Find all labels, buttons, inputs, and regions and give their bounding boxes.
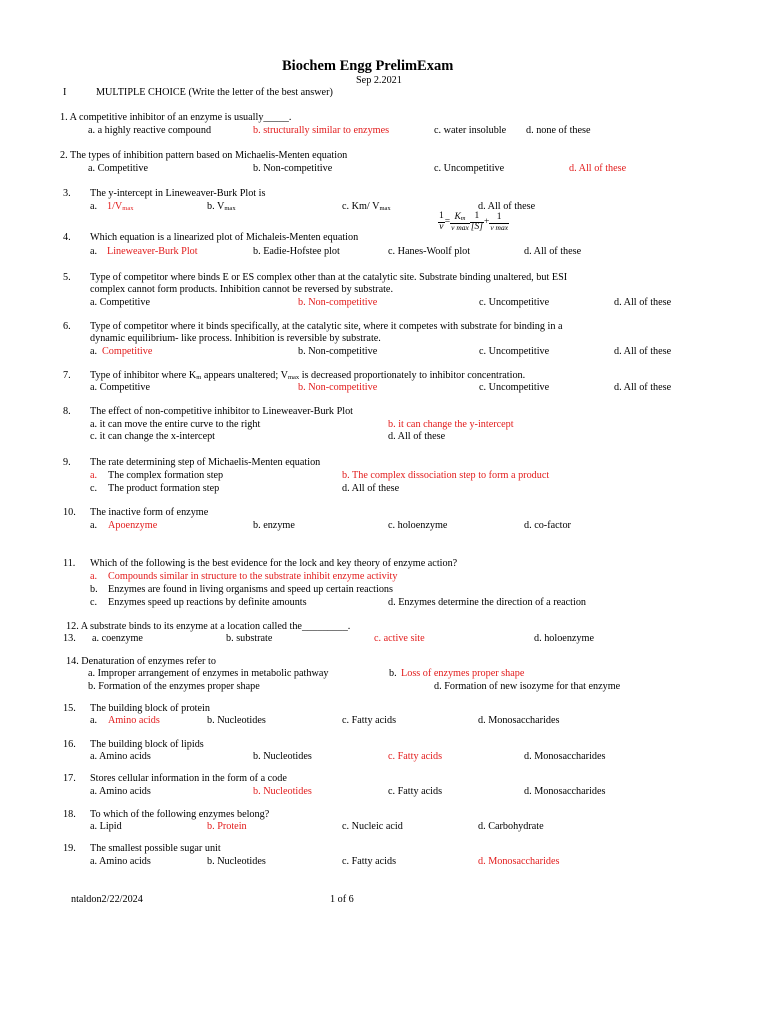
option-d-answer: d. All of these xyxy=(569,163,627,174)
option-a: a. a highly reactive compound xyxy=(88,125,212,136)
question-stem: 14. Denaturation of enzymes refer to xyxy=(66,656,216,667)
option-d: d. All of these xyxy=(524,246,582,257)
question-number: 3. xyxy=(63,188,71,199)
question-stem-line-2: dynamic equilibrium- like process. Inhibition is reversible by substrate. xyxy=(90,333,381,344)
question-stem: The smallest possible sugar unit xyxy=(90,843,221,854)
option-b-answer: b. Protein xyxy=(207,821,247,832)
question-number: 19. xyxy=(63,843,76,854)
section-numeral: I xyxy=(63,87,67,98)
option-a-answer: Apoenzyme xyxy=(108,520,158,531)
question-stem-line-1: Type of competitor where it binds specifically, at the catalytic site, where it competes with substrate for binding in a xyxy=(90,321,563,332)
option-a: a. it can move the entire curve to the right xyxy=(90,419,261,430)
option-b: b. Non-competitive xyxy=(253,163,333,174)
question-stem: The y-intercept in Lineweaver-Burk Plot is xyxy=(90,188,266,199)
formula-lhs: $\frac{1}{v}$ xyxy=(439,211,444,232)
question-stem: The inactive form of enzyme xyxy=(90,507,209,518)
page-title: Biochem Engg PrelimExam xyxy=(282,58,454,74)
option-a: a. Improper arrangement of enzymes in metabolic pathway xyxy=(88,668,329,679)
option-a-letter: a. xyxy=(90,201,98,212)
option-d: d. Monosaccharides xyxy=(524,786,606,797)
option-a-answer: Amino acids xyxy=(108,715,160,726)
question-stem: 12. A substrate binds to its enzyme at a location called the_________. xyxy=(66,621,351,632)
option-c-answer: c. active site xyxy=(374,633,425,644)
option-d-answer: d. Monosaccharides xyxy=(478,856,560,867)
option-c: c. Fatty acids xyxy=(388,786,443,797)
question-stem: 1. A competitive inhibitor of an enzyme is usually_____. xyxy=(60,112,292,123)
option-a: The complex formation step xyxy=(108,470,224,481)
option-d: d. holoenzyme xyxy=(534,633,594,644)
option-c: c. Uncompetitive xyxy=(479,382,550,393)
option-a-answer: $1/V_{max}$ xyxy=(107,201,134,212)
option-c: The product formation step xyxy=(108,483,220,494)
question-stem: To which of the following enzymes belong? xyxy=(90,809,270,820)
option-a-letter: a. xyxy=(90,571,98,582)
option-b-answer: b. Nucleotides xyxy=(253,786,312,797)
option-a-letter: a. xyxy=(90,520,98,531)
option-b-answer: b. structurally similar to enzymes xyxy=(253,125,390,136)
option-d: d. All of these xyxy=(614,346,672,357)
option-d: d. Monosaccharides xyxy=(478,715,560,726)
question-number: 16. xyxy=(63,739,76,750)
question-number: 18. xyxy=(63,809,76,820)
question-stem: The effect of non-competitive inhibitor to Lineweaver-Burk Plot xyxy=(90,406,353,417)
option-b-answer: b. Non-competitive xyxy=(298,382,378,393)
question-number: 4. xyxy=(63,232,71,243)
option-d: d. Formation of new isozyme for that enzyme xyxy=(434,681,621,692)
option-a: a. Competitive xyxy=(90,297,150,308)
option-a-answer: Competitive xyxy=(102,346,153,357)
question-number: 15. xyxy=(63,703,76,714)
option-d: d. All of these xyxy=(388,431,446,442)
option-b: b. Nucleotides xyxy=(207,856,266,867)
option-d: d. All of these xyxy=(478,201,536,212)
question-number: 8. xyxy=(63,406,71,417)
question-stem: 2. The types of inhibition pattern based on Michaelis-Menten equation xyxy=(60,150,348,161)
page-number: 1 of 6 xyxy=(330,894,354,905)
section-title: MULTIPLE CHOICE (Write the letter of the best answer) xyxy=(96,87,333,98)
option-a: a. Amino acids xyxy=(90,786,151,797)
option-c: c. Fatty acids xyxy=(342,856,397,867)
question-number: 11. xyxy=(63,558,76,569)
option-b: b. $V_{max}$ xyxy=(207,201,236,212)
option-b: b. enzyme xyxy=(253,520,295,531)
lineweaver-burk-formula: $\frac{1}{v}$ = $\frac{K_m}{\text{v max}}$ $\frac{1}{[S]}$ + $\frac{1}{\text{v max}}$ xyxy=(439,211,509,232)
option-b-letter: b. xyxy=(90,584,98,595)
question-stem: The building block of protein xyxy=(90,703,210,714)
option-d: d. Monosaccharides xyxy=(524,751,606,762)
option-d: d. Enzymes determine the direction of a reaction xyxy=(388,597,587,608)
question-stem: Stores cellular information in the form of a code xyxy=(90,773,287,784)
question-number: 10. xyxy=(63,507,76,518)
option-a: a. Amino acids xyxy=(90,751,151,762)
option-b: b. Eadie-Hofstee plot xyxy=(253,246,340,257)
question-number: 9. xyxy=(63,457,71,468)
option-a-letter: a. xyxy=(90,715,98,726)
question-stem: Which of the following is the best evidence for the lock and key theory of enzyme action? xyxy=(90,558,458,569)
question-stem: Which equation is a linearized plot of Michaleis-Menten equation xyxy=(90,232,359,243)
question-stem: The building block of lipids xyxy=(90,739,204,750)
option-c-answer: c. Fatty acids xyxy=(388,751,443,762)
question-stem-line-2: complex cannot form products. Inhibition cannot be reversed by substrate. xyxy=(90,284,393,295)
option-b: b. Non-competitive xyxy=(298,346,378,357)
option-c: c. Fatty acids xyxy=(342,715,397,726)
option-c: c. Uncompetitive xyxy=(479,346,550,357)
option-a-letter: a. xyxy=(90,470,98,481)
option-b-letter: b. xyxy=(389,668,397,679)
option-c-letter: c. xyxy=(90,597,98,608)
question-number: 7. xyxy=(63,370,71,381)
option-a-letter: a. xyxy=(90,346,98,357)
option-a: a. Lipid xyxy=(90,821,122,832)
option-a: a. coenzyme xyxy=(92,633,143,644)
option-c: c. Hanes-Woolf plot xyxy=(388,246,471,257)
option-c: Enzymes speed up reactions by definite amounts xyxy=(108,597,307,608)
formula-km-term: $\frac{K_m}{\text{v max}}$ xyxy=(451,212,469,232)
option-c: c. Uncompetitive xyxy=(479,297,550,308)
option-c-letter: c. xyxy=(90,483,98,494)
formula-s-term: $\frac{1}{[S]}$ xyxy=(470,211,483,232)
option-a: a. Competitive xyxy=(90,382,150,393)
option-d: d. co-factor xyxy=(524,520,571,531)
option-d: d. none of these xyxy=(526,125,591,136)
option-c: c. it can change the x-intercept xyxy=(90,431,216,442)
option-c: c. Uncompetitive xyxy=(434,163,505,174)
question-number: 6. xyxy=(63,321,71,332)
option-d: d. All of these xyxy=(342,483,400,494)
option-b: b. Nucleotides xyxy=(207,715,266,726)
option-a-letter: a. xyxy=(90,246,98,257)
option-a: a. Competitive xyxy=(88,163,148,174)
question-stem: The rate determining step of Michaelis-Menten equation xyxy=(90,457,321,468)
question-stem-line-1: Type of competitor where binds E or ES complex other than at the catalytic site. Substrate binding unaltered, but ESI xyxy=(90,272,568,283)
option-b: Enzymes are found in living organisms and speed up certain reactions xyxy=(108,584,393,595)
option-b-answer: b. Non-competitive xyxy=(298,297,378,308)
question-stem: Type of inhibitor where $K_m$ appears unaltered; $V_{max}$ is decreased proportionately to inhibitor concentration. xyxy=(90,370,526,381)
option-b: b. substrate xyxy=(226,633,273,644)
option-b-answer: b. it can change the y-intercept xyxy=(388,419,514,430)
formula-last-term: $\frac{1}{\text{v max}}$ xyxy=(490,212,509,232)
option-c: c. holoenzyme xyxy=(388,520,448,531)
option-b-answer: Loss of enzymes proper shape xyxy=(401,668,525,679)
option-d: d. All of these xyxy=(614,382,672,393)
option-a-answer: Compounds similar in structure to the substrate inhibit enzyme activity xyxy=(108,571,398,582)
option-d: d. Carbohydrate xyxy=(478,821,544,832)
option-b-answer: b. The complex dissociation step to form a product xyxy=(342,470,550,481)
option-a: a. Amino acids xyxy=(90,856,151,867)
option-c: c. Nucleic acid xyxy=(342,821,403,832)
option-c: b. Formation of the enzymes proper shape xyxy=(88,681,260,692)
footer-author-date: ntaldon2/22/2024 xyxy=(71,894,143,905)
option-c: c. water insoluble xyxy=(434,125,507,136)
option-d: d. All of these xyxy=(614,297,672,308)
option-b: b. Nucleotides xyxy=(253,751,312,762)
question-number: 5. xyxy=(63,272,71,283)
question-number: 17. xyxy=(63,773,76,784)
exam-date: Sep 2.2021 xyxy=(356,75,402,86)
question-number: 13. xyxy=(63,633,76,644)
option-c: c. Km/ $V_{max}$ xyxy=(342,201,391,212)
option-a-answer: Lineweaver-Burk Plot xyxy=(107,246,198,257)
